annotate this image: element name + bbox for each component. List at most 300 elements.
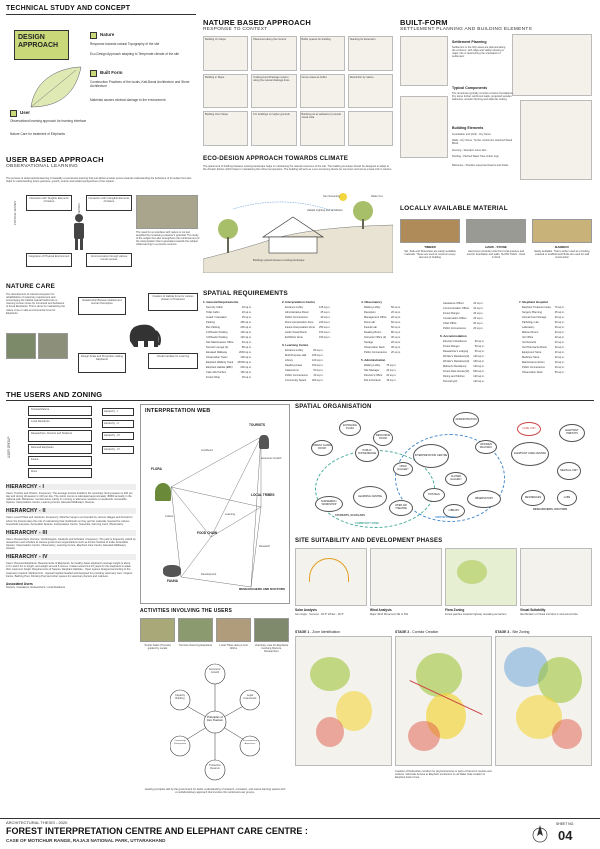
- zone-interpretation-centre: INTERPRETATION CENTRE: [413, 444, 449, 468]
- zone-public-convenience: PUBLIC CONVENIENCE: [355, 444, 379, 462]
- material-name: TIMBER: [424, 245, 436, 249]
- spatial-row: [363, 306, 402, 309]
- space-area: 20 sq.m.: [390, 351, 401, 354]
- assoc-text: Doctors, Caretakers, Researchers, Local Residents: [6, 585, 66, 589]
- zone-medical-unit: MEDICAL UNIT: [557, 462, 581, 480]
- footer-title: FOREST INTERPRETATION CENTRE AND ELEPHANT CARE CENTRE :: [6, 826, 308, 836]
- footer-subtitle: CASE OF MOTICHUR RANGE, RAJAJI NATIONAL PARK, UTTARAKHAND: [6, 838, 166, 843]
- intangible-box: Interaction with Intangible Elements of Nature: [86, 195, 132, 211]
- spatial-row: [284, 349, 324, 352]
- space-name: Reading Room: [364, 331, 382, 334]
- space-name: Surgery Planning: [522, 311, 542, 314]
- zone-resource-room: RESOURCE ROOM: [373, 430, 393, 446]
- spatial-row: [442, 350, 486, 353]
- spatial-row: [521, 321, 566, 324]
- ring-label: Legal Framework: [243, 694, 257, 701]
- nature-care-panel: [6, 283, 201, 378]
- spatial-row: [205, 321, 253, 324]
- zone-open-gallery: OPEN GALLERY: [393, 462, 413, 476]
- spatial-row: [205, 371, 253, 374]
- hierarchy-tag: Hierarchy - III: [102, 432, 134, 440]
- interp-web-panel: [140, 404, 290, 604]
- ring-label: Environmental Awareness: [243, 740, 257, 745]
- space-name: Conservation Officer: [443, 317, 467, 320]
- space-name: Public Convenience: [443, 327, 466, 330]
- elephant-silhouette: [126, 319, 162, 349]
- space-name: Reception: [364, 311, 376, 314]
- space-area: 20 sq.m.: [554, 326, 565, 329]
- nature-cell: Restriction by nature: [348, 74, 393, 109]
- spatial-row: [521, 341, 566, 344]
- elements-item: Flooring - Wooden/ stone tiles: [452, 149, 487, 152]
- space-name: Flora Lab: [364, 321, 375, 324]
- zone-blob: [316, 717, 344, 747]
- hierarchy-tag: Hierarchy - IV: [102, 446, 134, 454]
- settlement-sketch: [400, 36, 448, 86]
- spatial-col-title: 1. General Requirements: [203, 300, 239, 304]
- design-scale-box: Design Scale and Proportion relating Elephants: [78, 353, 126, 373]
- analysis-text: Forest patches towards highway revealing as barriers: [445, 613, 507, 616]
- space-name: 3-Wheeler Parking: [206, 336, 228, 339]
- space-name: Entrance Lobby: [285, 306, 304, 309]
- local-material-panel: [400, 205, 594, 285]
- spatial-org-panel: [295, 404, 594, 534]
- space-area: 40 sq.m.: [554, 316, 565, 319]
- spatial-row: [521, 361, 566, 364]
- ring-label: Capacity Building: [174, 694, 186, 701]
- stage-label: STAGE 2 - Corridor Creation: [395, 630, 439, 634]
- space-name: Cafe with Kitchen: [206, 371, 227, 374]
- space-name: Audio Visual Room: [285, 331, 308, 334]
- space-name: Public Convenience: [285, 316, 308, 319]
- space-area: 150 sq.m.: [311, 364, 324, 367]
- space-name: Forest Ranger: [443, 312, 460, 315]
- space-area: 140 sq.m.: [473, 380, 485, 383]
- space-area: 40 sq.m.: [241, 341, 252, 344]
- spatial-row: [284, 379, 324, 382]
- spatial-table: [203, 304, 255, 381]
- spatial-row: [363, 374, 397, 377]
- nature-care-title: NATURE CARE: [6, 283, 56, 290]
- space-area: 50 sq.m.: [554, 371, 565, 374]
- space-name: Worker's Residence(2): [443, 355, 470, 358]
- nature-cell: Building in Slope: [203, 74, 248, 109]
- zone-administration: ADMINISTRATION: [453, 412, 479, 428]
- zone-library: LIBRARY: [443, 504, 465, 518]
- space-name: Toilet Cabin: [206, 311, 220, 314]
- ring-label: Protection Reserve: [209, 764, 221, 771]
- built-form-icon-box: [90, 70, 97, 77]
- space-area: 20 sq.m.: [554, 346, 565, 349]
- user-group-label: USER GROUP: [7, 436, 11, 458]
- space-area: 20 sq.m.: [390, 341, 401, 344]
- spatial-row: [205, 356, 253, 359]
- user-based-panel: [6, 155, 201, 281]
- zone-forest-guard: FOREST GUARD ROOM: [311, 440, 333, 456]
- spatial-row: [205, 346, 253, 349]
- space-name: Animal Food Storage: [522, 316, 547, 319]
- spatial-row: [521, 351, 566, 354]
- elements-item: Foundation and plinth - Dry Stone: [452, 133, 491, 136]
- activity-photo: [254, 618, 289, 642]
- elephant-photo-1: [6, 333, 36, 359]
- space-name: Director's Residence: [443, 340, 467, 343]
- space-name: Classrooms: [285, 369, 299, 372]
- hierarchy-text: Users: Local Tribes and residents. Frequency: Motichur range is surrounded by various villages and forests for whom the forests plays the role of maintaining their livelihoods so they get the materials required for various household purposes. Accessible Spaces: Interpretation Centre, Nurseries, Farming Land, Observatory.: [6, 516, 133, 526]
- spatial-col-title: 3. Learning Centre: [282, 343, 309, 347]
- space-area: 70 sq.m.: [554, 306, 565, 309]
- space-name: Maintenance Room: [522, 361, 545, 364]
- nature-cell: Stacking for Extension: [348, 36, 393, 71]
- spatial-row: [442, 345, 486, 348]
- space-name: Vet Records: [522, 341, 537, 344]
- users-zoning-title-text: THE USERS AND ZONING: [6, 390, 103, 399]
- spatial-row: [205, 366, 253, 369]
- space-name: Security Cabin: [206, 306, 223, 309]
- space-name: Reading Areas: [285, 364, 303, 367]
- space-name: Dormitory(2): [443, 380, 458, 383]
- space-name: 2-Wheeler Parking: [206, 331, 228, 334]
- user-group-item: Tourists/Visitors: [28, 406, 92, 416]
- space-area: 120 sq.m.: [473, 365, 485, 368]
- space-area: 40 sq.m.: [320, 316, 331, 319]
- design-approach-panel: [6, 18, 196, 146]
- space-name: Forest Ranger: [443, 345, 460, 348]
- visual-map: [520, 548, 592, 606]
- users-zoning-title: [6, 390, 102, 399]
- space-area: 25 sq.m.: [241, 376, 252, 379]
- spatial-row: [442, 370, 486, 373]
- spatial-col-title: 5. Administration: [361, 358, 386, 362]
- spatial-col-title: 6. Accommodation: [440, 334, 467, 338]
- spatial-row: [363, 321, 402, 324]
- eco-design-title: ECO-DESIGN APPROACH TOWARDS CLIMATE: [203, 155, 349, 162]
- settlement-text: Settlement in the hilly areas are planned along the contours, with ridge and valleys playing a major role in determining the orientation of settlement.: [452, 46, 506, 59]
- spatial-row: [442, 327, 484, 330]
- space-name: Storage: [364, 341, 374, 344]
- eco-label: Buildings placed between existing landscape: [253, 259, 305, 262]
- spatial-table: [282, 347, 326, 384]
- spatial-row: [363, 311, 402, 314]
- web-edge-label: Culture: [165, 515, 174, 518]
- elements-item: Balconies - Wooden supported beams and lintels: [452, 164, 509, 167]
- space-area: 120 sq.m.: [473, 355, 485, 358]
- hierarchy-tag: Hierarchy - II: [102, 420, 134, 428]
- spatial-row: [205, 336, 253, 339]
- spatial-table: [361, 304, 404, 356]
- hierarchy-title: HIERARCHY - I: [6, 484, 136, 490]
- spatial-row: [284, 336, 331, 339]
- spatial-row: [205, 331, 253, 334]
- space-area: 20 sq.m.: [554, 366, 565, 369]
- visitors-zone-label: VISITOR'S ZONE: [435, 516, 456, 519]
- analysis-name: Wind Analysis: [370, 608, 392, 612]
- space-name: Researcher's Lodging: [443, 350, 469, 353]
- spatial-row: [363, 346, 402, 349]
- space-name: Elephant Habitat (EBF): [206, 366, 233, 369]
- space-name: Observation Deck: [522, 371, 543, 374]
- tourist-icon: [259, 435, 269, 449]
- space-area: 20 sq.m.: [386, 374, 397, 377]
- stage-label: STAGE 3 - Site Zoning: [495, 630, 530, 634]
- space-area: 15 sq.m.: [386, 379, 397, 382]
- spatial-row: [521, 306, 566, 309]
- user-based-intro: The process of observational learning is basically a successive learning that just allows a better sense towards understanding the behaviour of its subject but also helps in understanding future gestures, growth, routine and related perspectives of the subject.: [6, 177, 192, 184]
- space-name: Observation Tower: [206, 356, 228, 359]
- nature-cell: [348, 111, 393, 146]
- space-area: 20 sq.m.: [473, 327, 484, 330]
- local-material-title: LOCALLY AVAILABLE MATERIAL: [400, 205, 508, 212]
- spatial-row: [442, 365, 486, 368]
- visual-interface-box: Visual Interface for Learning: [148, 353, 198, 369]
- spatial-row: [363, 341, 402, 344]
- spatial-row: [521, 371, 566, 374]
- space-name: Site Maintenance Office: [206, 341, 234, 344]
- zone-entrance-plaza: ENTRANCE PLAZA: [339, 420, 361, 436]
- wind-map: [370, 548, 442, 606]
- elephant-icon: [163, 565, 181, 577]
- hierarchy-title: HIERARCHY - IV: [6, 554, 136, 560]
- spatial-row: [442, 312, 484, 315]
- ring-label: Economic Growth: [209, 668, 221, 675]
- space-name: Waiting Lobby: [364, 306, 381, 309]
- activity-photo: [140, 618, 175, 642]
- web-node: FAUNA: [167, 579, 178, 583]
- spatial-row: [205, 326, 253, 329]
- space-area: 40 sq.m.: [313, 374, 324, 377]
- spatial-row: [284, 374, 324, 377]
- zone-elephant-care-centre: ELEPHANT CARE CENTRE: [511, 442, 549, 466]
- space-area: 30 sq.m.: [390, 346, 401, 349]
- space-area: 25 sq.m.: [241, 316, 252, 319]
- space-name: Worker's Residence(3): [443, 360, 470, 363]
- divider: [6, 400, 594, 401]
- activity-caption: Veterinary care for Elephants involving Doctors, Researchers: [254, 644, 289, 654]
- stone-photo: [466, 219, 526, 243]
- space-area: 20 sq.m.: [554, 351, 565, 354]
- zone-blob: [408, 721, 440, 751]
- space-area: 60 sq.m.: [390, 321, 401, 324]
- material-name: BAMBOO: [555, 245, 569, 249]
- spatial-row: [363, 331, 402, 334]
- tangible-box: Interaction with Tangible Elements of Nature: [26, 195, 72, 211]
- hierarchy-title: HIERARCHY - II: [6, 508, 136, 514]
- zone-hostels: HOSTELS: [423, 488, 445, 502]
- building-elements-sketch: [520, 100, 592, 180]
- eco-label: Sun Screening: [323, 195, 341, 198]
- space-name: Elephant Walking Track: [206, 361, 234, 364]
- spatial-table: [519, 304, 568, 376]
- nature-based-panel: [203, 18, 393, 148]
- space-name: Administrative Room: [285, 311, 309, 314]
- space-area: 125 sq.m.: [319, 306, 331, 309]
- sheet-number: 04: [558, 828, 573, 843]
- spatial-row: [521, 336, 566, 339]
- community-zone-label: COMMUNITY ZONE: [355, 522, 379, 525]
- leaf-sketch: [26, 62, 86, 112]
- user-group-item: Local Residents: [28, 418, 92, 428]
- spatial-row: [284, 321, 331, 324]
- spatial-row: [284, 354, 324, 357]
- space-name: Waiting Lobby: [364, 364, 381, 367]
- spatial-req-col: [282, 300, 358, 384]
- space-area: 160 sq.m.: [473, 360, 485, 363]
- researchers-label: RESEARCHERS, DOCTORS: [533, 508, 568, 511]
- user-based-title: USER BASED APPROACH: [6, 155, 104, 164]
- footer-divider: [0, 818, 600, 819]
- nature-care-text: The development of natural ecosystem for rehabilitation of veterinary requirement and encouraging the habitat natural herbivores in roaming versus zones for immersed and behaviour of those Elephants. This is done for maintaining the nature zone or safe environmental zone for Elephants.: [6, 293, 65, 315]
- spatial-row: [442, 380, 486, 383]
- space-name: Public Convenience: [364, 351, 387, 354]
- space-name: Bus Parking: [206, 326, 220, 329]
- spatial-row: [363, 316, 402, 319]
- web-node: TOURISTS: [249, 423, 266, 427]
- zone-care-unit: CARE UNIT: [517, 422, 541, 436]
- space-area: 75 sq.m.: [386, 364, 397, 367]
- user-group-panel: [6, 404, 136, 480]
- space-name: Faunal Lab: [364, 326, 377, 329]
- space-name: Mahout's Residence: [443, 365, 467, 368]
- children-photo: [136, 195, 198, 229]
- spatial-row: [442, 322, 484, 325]
- space-name: Instructor Office (2): [364, 336, 387, 339]
- person-silhouette: [66, 213, 92, 251]
- analysis-name: Visual Suitability: [520, 608, 546, 612]
- space-area: 50 sq.m.: [474, 350, 485, 353]
- spatial-row: [205, 376, 253, 379]
- space-area: 200 sq.m.: [240, 366, 252, 369]
- spatial-row: [363, 379, 397, 382]
- spatial-col-title: 2. Interpretation Centre: [282, 300, 316, 304]
- space-name: Forest Rest House(10): [443, 370, 470, 373]
- students-label: STUDENTS, SCHOLARS: [335, 514, 365, 517]
- spatial-row: [521, 326, 566, 329]
- material-text: Easily available. That is either used as a binding material or scaffold and blinds are used for wall construction: [534, 250, 590, 260]
- spatial-row: [363, 336, 402, 339]
- web-edge-label: Livelihood: [201, 449, 213, 452]
- space-area: 20 sq.m.: [386, 369, 397, 372]
- activity-photo: [178, 618, 213, 642]
- space-area: 150 sq.m.: [319, 331, 331, 334]
- timber-photo: [400, 219, 460, 243]
- spatial-table: [440, 338, 488, 385]
- space-area: 25 sq.m.: [320, 311, 331, 314]
- relationship-box: Relationship Between Habitat and Human Perception: [78, 297, 126, 315]
- nature-cell: Building Over Slope: [203, 111, 248, 146]
- space-name: Medicine Store: [522, 356, 540, 359]
- activities-panel: [140, 608, 290, 818]
- spatial-row: [442, 360, 486, 363]
- space-area: 20 sq.m.: [554, 361, 565, 364]
- spatial-row: [521, 366, 566, 369]
- space-area: 25 sq.m.: [554, 311, 565, 314]
- elements-label: Building Elements: [452, 126, 484, 130]
- stage-note: Creation of Pedestrian corridors for physical access to parts of forest for tourists and workers. Vehicular Access to Elephant enclosures is via Water Hole creation in Elephant track zones.: [395, 770, 492, 780]
- spatial-row: [442, 302, 484, 305]
- space-area: 20 sq.m.: [241, 306, 252, 309]
- spatial-req-title: SPATIAL REQUIREMENTS: [203, 290, 288, 297]
- spatial-row: [284, 369, 324, 372]
- stage-2-map: [395, 636, 492, 766]
- divider: [6, 14, 196, 15]
- web-node: RESEARCHERS AND DOCTORS: [239, 587, 286, 591]
- spatial-row: [284, 316, 331, 319]
- spatial-row: [205, 316, 253, 319]
- spatial-row: [284, 311, 331, 314]
- eco-label: Habitat Lighting and Ventilation: [307, 209, 343, 212]
- wall-section-sketch: [400, 96, 448, 158]
- spatial-req-col: [440, 300, 516, 385]
- hierarchy-text: Users: Rescued Elephants. Requirements of Elephants: An healthy Asian elephant's average height is about 2.7m and 6.4m in length, and weighs around 5 tonnes. It takes around 14-15 years for the elephants to attain their maximum height. Requirements of Spaces: Elephant Habitats - Open spaces designed according to the treatment required. Medical Unit - Special hospital headed and designed for providing veterinary care. Organic Farms, Bathing Pool, Drinking Pool and other spaces for veterinary doctors and mahouts.: [6, 562, 133, 578]
- web-edge-label: Learning: [225, 513, 236, 516]
- eco-design-text: The placement of building between existing landscape helps in maintaining the natural resources of the site. The building envelope should be designed to adapt to the climatic factors which helps in maintaining the indoor temperature. The building will acts as a sun screening device for summers and act as a heat sink in winters.: [203, 165, 392, 172]
- space-area: 50 sq.m.: [474, 345, 485, 348]
- nature-cell: Green areas as buffer: [300, 74, 345, 109]
- web-edge-label: Research: [259, 545, 271, 548]
- analysis-text: Identification of Visual corridors in and around Site: [520, 613, 578, 616]
- spatial-row: [205, 351, 253, 354]
- stage-1-map: [295, 636, 392, 766]
- nature-label: Nature: [100, 32, 115, 37]
- spatial-row: [205, 361, 253, 364]
- space-name: Observation Deck: [364, 346, 385, 349]
- space-area: 28700 sq.m.: [237, 361, 252, 364]
- footer-thesis: ARCHITECTURAL THESIS - 2020: [6, 820, 68, 825]
- zone-blob: [416, 653, 462, 697]
- space-area: 20 sq.m.: [390, 311, 401, 314]
- space-name: Elevated Walkway: [206, 351, 228, 354]
- space-name: Assistance Officer: [443, 302, 464, 305]
- spatial-table: [361, 362, 399, 384]
- user-icon-box: [10, 110, 17, 117]
- ring-label: Community Participation: [173, 740, 187, 745]
- space-area: 60 sq.m.: [390, 306, 401, 309]
- hierarchy-tag: Hierarchy - I: [102, 408, 134, 416]
- space-name: Public Convenience: [522, 366, 545, 369]
- nature-cell: Underground Drainage system along the natural drainage lines: [251, 74, 296, 109]
- space-area: 80 sq.m.: [313, 349, 324, 352]
- spatial-row: [442, 317, 484, 320]
- built-form-subtitle: SETTLEMENT PLANNING AND BUILDING ELEMENTS: [400, 27, 533, 32]
- tech-title: TECHNICAL STUDY AND CONCEPT: [6, 5, 131, 12]
- activity-caption: Local Tribes doing Local Works: [219, 644, 248, 651]
- spatial-row: [521, 316, 566, 319]
- nature-grid: [203, 36, 393, 146]
- typical-text: The structures typically consists of stone foundations, Dry stone timber reinforced walls, projected wooden balconies, wooden flooring and slate tile roofing: [452, 92, 514, 102]
- elements-item: Roofing - Pitched Slate/ Tiles timber logs: [452, 155, 499, 158]
- physical-senses-label: PHYSICAL SENSES: [14, 201, 17, 225]
- activity-caption: Tourist Safari (Tourists) guided by Locals: [144, 644, 171, 651]
- zone-open-air-theatre: OPEN AIR THEATRE: [389, 500, 413, 516]
- zone-observatory: OBSERVATORY: [467, 490, 501, 508]
- space-area: 80 sq.m.: [390, 331, 401, 334]
- analysis-name: Solar Analysis: [295, 608, 317, 612]
- space-area: 120 sq.m.: [311, 359, 324, 362]
- nature-item-1: Response towards natural Topography of the site: [90, 42, 160, 46]
- nature-cell: Building put at setbacks to provide visual vista: [300, 111, 345, 146]
- space-area: 60 sq.m.: [554, 321, 565, 324]
- space-name: Elephant Treatment Area: [522, 306, 551, 309]
- space-name: Vet Pharmacist Room: [522, 346, 548, 349]
- habitat-zone-box: Creation of Habitat Zone for various phases of Treatment: [148, 293, 198, 311]
- elements-item: Walls - Dry Stone, Timber reinforced, Hatched Wood Block: [452, 139, 513, 146]
- space-name: Flora Interpretation Zone: [285, 321, 314, 324]
- space-area: 20 sq.m.: [554, 336, 565, 339]
- space-name: Entrance Lobby: [285, 349, 304, 352]
- space-area: 165 sq.m.: [311, 354, 324, 357]
- space-name: Site Manager: [364, 369, 380, 372]
- spatial-row: [205, 341, 253, 344]
